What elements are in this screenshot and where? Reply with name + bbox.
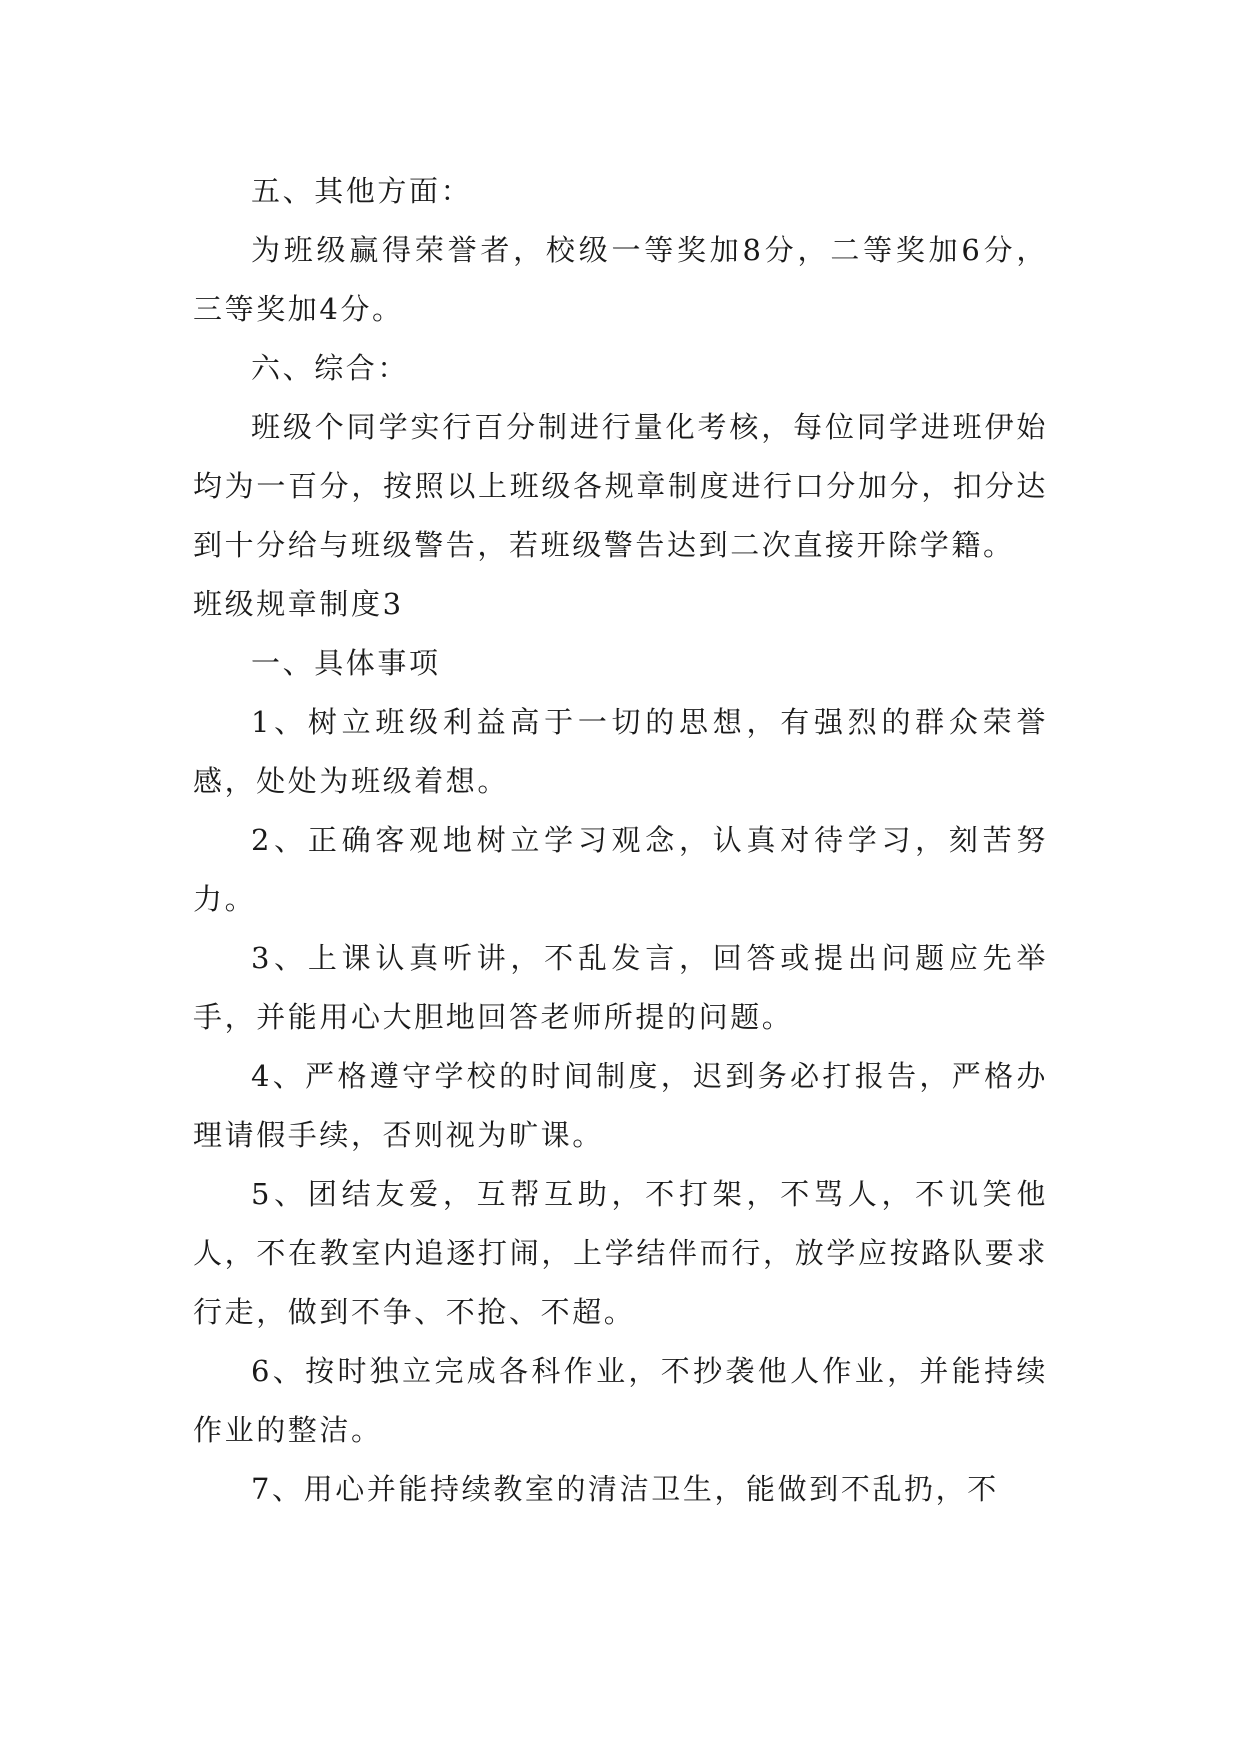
section-heading-six: 六、综合： <box>251 351 410 385</box>
rule-item-4: 4、严格遵守学校的时间制度，迟到务必打报告，严格办理请假手续，否则视为旷课。 <box>193 1059 1048 1152</box>
rule-item-3: 3、上课认真听讲，不乱发言，回答或提出问题应先举手，并能用心大胆地回答老师所提的问题。 <box>193 941 1048 1034</box>
rule-item-6: 6、按时独立完成各科作业，不抄袭他人作业，并能持续作业的整洁。 <box>193 1354 1048 1447</box>
rule-item-2: 2、正确客观地树立学习观念，认真对待学习，刻苦努力。 <box>193 823 1048 916</box>
rule-item-7: 7、用心并能持续教室的清洁卫生，能做到不乱扔，不 <box>251 1472 999 1506</box>
section-heading-specific-items: 一、具体事项 <box>251 646 441 680</box>
section-heading-five: 五、其他方面： <box>251 174 473 208</box>
document-body <box>193 162 1048 1519</box>
paragraph-honor-points: 为班级赢得荣誉者，校级一等奖加8分，二等奖加6分，三等奖加4分。 <box>193 233 1048 326</box>
rule-item-5: 5、团结友爱，互帮互助，不打架，不骂人，不讥笑他人，不在教室内追逐打闹，上学结伴而行，放学应按路队要求行走，做到不争、不抢、不超。 <box>193 1177 1048 1329</box>
paragraph-assessment: 班级个同学实行百分制进行量化考核，每位同学进班伊始均为一百分，按照以上班级各规章制度进行口分加分，扣分达到十分给与班级警告，若班级警告达到二次直接开除学籍。 <box>193 410 1048 562</box>
rule-item-1: 1、树立班级利益高于一切的思想，有强烈的群众荣誉感，处处为班级着想。 <box>193 705 1048 798</box>
document-subtitle: 班级规章制度3 <box>193 587 404 621</box>
